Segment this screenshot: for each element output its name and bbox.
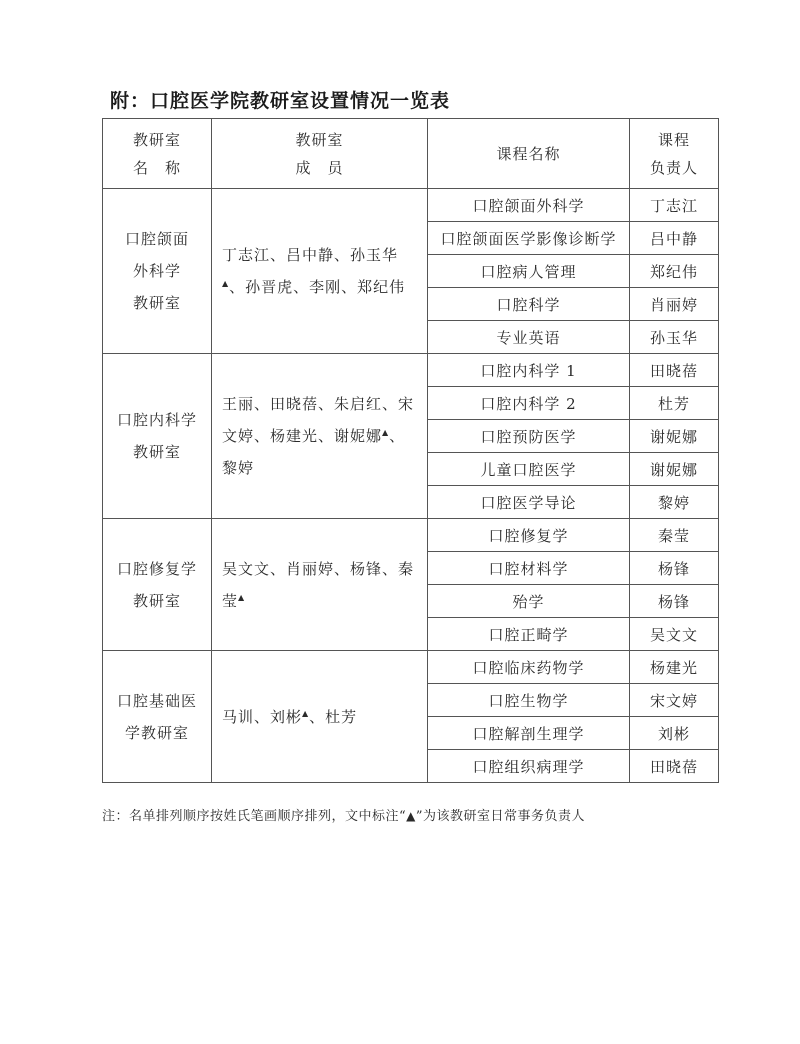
course-name-cell: 口腔正畸学 (428, 618, 630, 651)
members-text: 、黎婷 (222, 427, 406, 477)
course-name-cell: 口腔病人管理 (428, 255, 630, 288)
course-name-cell: 口腔材料学 (428, 552, 630, 585)
header-group-name (103, 119, 212, 189)
course-name-cell: 儿童口腔医学 (428, 453, 630, 486)
footnote (102, 805, 585, 824)
group-name-line: 教研室 (132, 294, 181, 312)
header-group-line1: 教研室 (132, 130, 181, 149)
group-name-cell (103, 651, 212, 783)
group-name-cell (103, 519, 212, 651)
header-group-line2: 名 称 (132, 158, 181, 177)
course-person-cell: 刘彬 (630, 717, 719, 750)
group-members-cell (212, 651, 428, 783)
table-body (103, 189, 719, 783)
header-members-line1: 教研室 (295, 130, 344, 149)
course-person-cell: 秦莹 (630, 519, 719, 552)
course-person-cell: 田晓蓓 (630, 750, 719, 783)
group-name-line: 学教研室 (124, 723, 189, 742)
triangle-marker-icon: ▲ (238, 592, 246, 602)
course-person-cell: 杜芳 (630, 387, 719, 420)
table-row (103, 519, 719, 552)
group-members-cell (212, 354, 428, 519)
course-person-cell: 吕中静 (630, 222, 719, 255)
document-title: 附：口腔医学院教研室设置情况一览表 (110, 90, 451, 112)
triangle-marker-icon: ▲ (382, 428, 390, 437)
course-person-cell: 宋文婷 (630, 684, 719, 717)
course-person-cell: 杨建光 (630, 651, 719, 684)
course-name-cell: 口腔组织病理学 (428, 750, 630, 783)
members-text: 丁志江、吕中静、孙玉华 (222, 246, 399, 264)
course-name-cell: 专业英语 (428, 321, 630, 354)
header-person-line2: 负责人 (649, 158, 698, 177)
department-table (102, 118, 719, 783)
group-name-cell (103, 189, 212, 354)
header-person (630, 119, 719, 189)
course-name-cell: 殆学 (428, 585, 630, 618)
group-name-line: 口腔修复学 (116, 559, 197, 578)
table-row (103, 189, 719, 222)
group-name-line: 教研室 (132, 591, 181, 610)
course-person-cell: 肖丽婷 (630, 288, 719, 321)
course-person-cell: 吴文文 (630, 618, 719, 651)
table-row (103, 354, 719, 387)
course-name-cell: 口腔内科学 1 (428, 354, 630, 387)
header-person-line1: 课程 (657, 130, 690, 149)
course-person-cell: 孙玉华 (630, 321, 719, 354)
group-members-cell (212, 519, 428, 651)
course-person-cell: 谢妮娜 (630, 420, 719, 453)
course-person-cell: 郑纪伟 (630, 255, 719, 288)
group-name-line: 教研室 (132, 443, 181, 461)
course-name-cell: 口腔修复学 (428, 519, 630, 552)
course-name-cell: 口腔颌面外科学 (428, 189, 630, 222)
header-members-line2: 成 员 (295, 158, 344, 177)
triangle-marker-icon: ▲ (406, 809, 416, 823)
footnote-text-before: 注：名单排列顺序按姓氏笔画顺序排列，文中标注“ (102, 809, 407, 824)
triangle-marker-icon: ▲ (222, 279, 230, 288)
members-text: 、孙晋虎、李刚、郑纪伟 (229, 278, 406, 296)
course-person-cell: 杨锋 (630, 552, 719, 585)
members-text: 王丽、田晓蓓、朱启红、宋文婷、杨建光、谢妮娜 (222, 395, 415, 445)
group-name-line: 外科学 (132, 262, 181, 280)
group-name-line: 口腔内科学 (116, 411, 197, 429)
members-text: 马训、刘彬 (222, 707, 303, 726)
course-name-cell: 口腔医学导论 (428, 486, 630, 519)
course-person-cell: 杨锋 (630, 585, 719, 618)
group-name-cell (103, 354, 212, 519)
course-person-cell: 丁志江 (630, 189, 719, 222)
table-row (103, 651, 719, 684)
members-text: 吴文文、肖丽婷、杨锋、秦莹 (222, 559, 415, 610)
course-name-cell: 口腔科学 (428, 288, 630, 321)
course-name-cell: 口腔预防医学 (428, 420, 630, 453)
course-person-cell: 田晓蓓 (630, 354, 719, 387)
header-course: 课程名称 (428, 119, 630, 189)
course-name-cell: 口腔解剖生理学 (428, 717, 630, 750)
triangle-marker-icon: ▲ (302, 708, 310, 718)
course-name-cell: 口腔临床药物学 (428, 651, 630, 684)
group-name-line: 口腔颌面 (124, 230, 189, 248)
group-members-cell (212, 189, 428, 354)
header-members (212, 119, 428, 189)
course-name-cell: 口腔内科学 2 (428, 387, 630, 420)
course-name-cell: 口腔颌面医学影像诊断学 (428, 222, 630, 255)
members-text: 、杜芳 (309, 707, 358, 726)
course-person-cell: 谢妮娜 (630, 453, 719, 486)
course-person-cell: 黎婷 (630, 486, 719, 519)
group-name-line: 口腔基础医 (116, 691, 197, 710)
table-header-row (103, 119, 719, 189)
course-name-cell: 口腔生物学 (428, 684, 630, 717)
footnote-text-after: ”为该教研室日常事务负责人 (415, 809, 586, 824)
